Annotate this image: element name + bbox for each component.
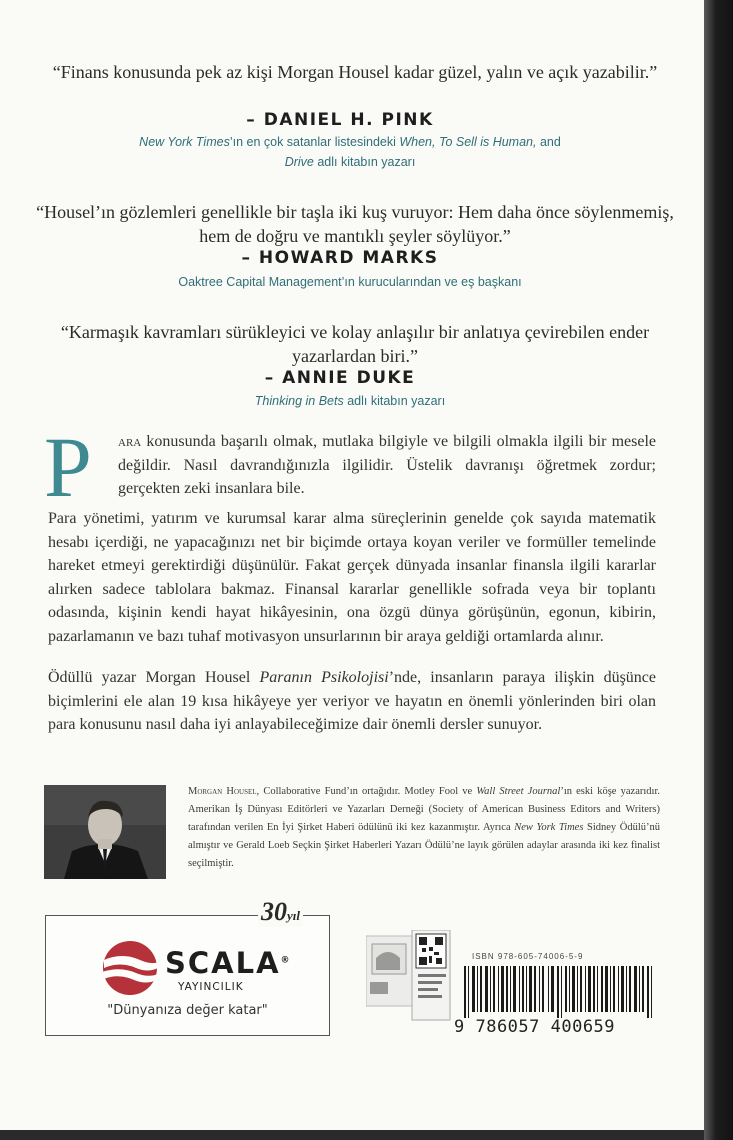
quote-daniel-pink: “Finans konusunda pek az kişi Morgan Housel kadar güzel, yalın ve açık yazabilir.” xyxy=(52,62,658,82)
cover-spine-edge xyxy=(704,0,733,1140)
quote-howard-marks: “Housel’ın gözlemleri genellikle bir taşla iki kuş vuruyor: Hem daha önce söylenmemiş, hem de doğru ve mantıklı şeyler söylüyor.” xyxy=(36,202,674,246)
body-paragraph-2: Para yönetimi, yatırım ve kurumsal karar alma süreçlerinin genelde çok sayıda matematik hesabı içerdiği, ne yapacağınızı net bir biçimde ortaya koyan veriler ve formüller temelinde hareket etmeyi gerektirdiği düşünülür. Fakat gerçek dünyada insanlar finansla ilgili kararlar alırken sadece tablolara bakmaz. Finansal kararlar genellikle sofrada veya bir toplantı odasında, kişinin kendi hayat hikâyesinin, ona özgü dünya görüşünün, egonun, kibirin, pazarlamanın ve bazı tuhaf motivasyon unsurlarının bir araya geldiği ortamlarda alınır. xyxy=(48,510,656,645)
quote-annie-duke: “Karmaşık kavramları sürükleyici ve kolay anlaşılır bir anlatıya çevirebilen ender yazarlardan biri.” xyxy=(60,322,650,366)
quote-credit: Thinking in Bets adlı kitabın yazarı xyxy=(254,394,446,408)
quote-author: – DANIEL H. PINK xyxy=(246,110,434,130)
quote-author: – ANNIE DUKE xyxy=(264,368,416,388)
drop-cap: P xyxy=(44,419,92,515)
isbn-number: 9 786057 400659 xyxy=(454,1017,616,1037)
publisher-slogan: "Dünyanıza değer katar" xyxy=(107,1003,268,1018)
body-paragraph-1: ara konusunda başarılı olmak, mutlaka bilgiyle ve bilgili olmakla ilgili bir mesele değildir. Nasıl davrandığınızla ilgilidir. Üstelik davranışı öğretmek zordur; gerçekten zeki insanlara bile. xyxy=(118,433,656,497)
publisher-subtitle: YAYINCILIK xyxy=(178,981,244,993)
quote-credit: Oaktree Capital Management’ın kurucularından ve eş başkanı xyxy=(178,275,522,289)
qr-code-icon xyxy=(366,930,452,1028)
anniversary-badge: 30yıl xyxy=(258,897,303,927)
publisher-logo-icon xyxy=(100,940,160,996)
quote-author: – HOWARD MARKS xyxy=(241,248,439,268)
isbn-label: ISBN 978-605-74006-5-9 xyxy=(472,952,584,961)
publisher-name: SCALA® xyxy=(165,946,292,980)
author-bio: Morgan Housel, Collaborative Fund’ın ortağıdır. Motley Fool ve Wall Street Journal’ın eski köşe yazarıdır. Amerikan İş Dünyası Editörleri ve Yazarları Derneği (Society of American Business Editors and Writers) tarafından verilen En İyi Şirket Haberi ödülünü iki kez kazanmıştır. Ayrıca New York Times Sidney Ödülü’nü almıştır ve Gerald Loeb Seçkin Şirket Haberleri Yazarı Ödülü’ne layık görülen adaylar arasında iki kez finalist seçilmiştir. xyxy=(188,786,661,869)
barcode-icon xyxy=(462,966,662,1018)
author-photo xyxy=(44,785,166,879)
quote-credit: New York Times’ın en çok satanlar listesindeki When, To Sell is Human, and Drive adlı kitabın yazarı xyxy=(139,135,561,169)
body-paragraph-3: Ödüllü yazar Morgan Housel Paranın Psikolojisi’nde, insanların paraya ilişkin düşünce biçimlerini ele alan 19 kısa hikâyeye yer veriyor ve hayatın en önemli yönlerinden biri olan para konusunu nasıl daha iyi anlayabileceğimize dair önemli dersler sunuyor. xyxy=(48,669,657,733)
